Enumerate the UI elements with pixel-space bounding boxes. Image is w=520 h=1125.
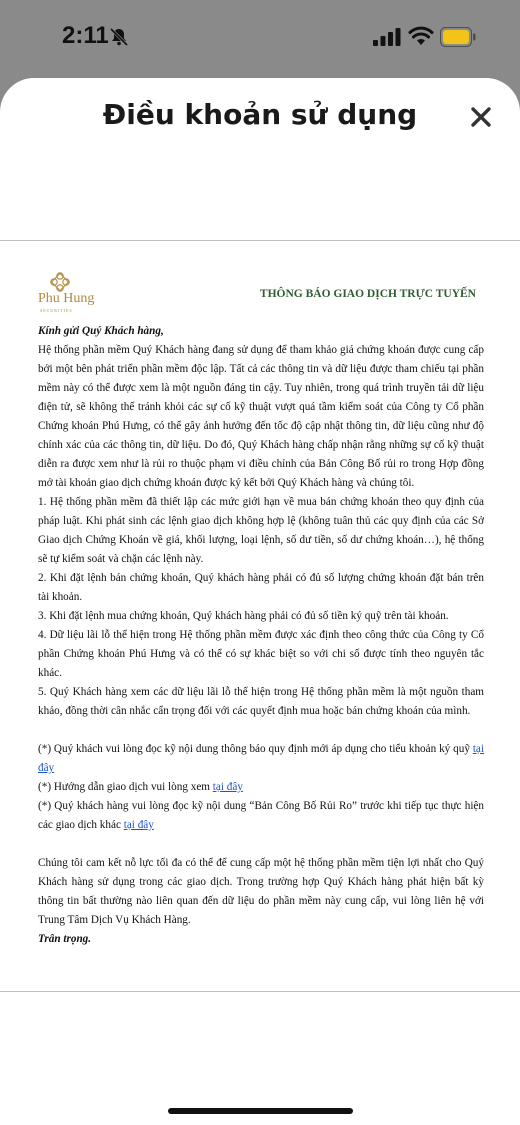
closing: Trân trọng. [38,933,92,945]
note-margin-account [38,740,484,778]
terms-sheet [0,78,520,1125]
document-header [38,264,484,322]
commitment-paragraph: Chúng tôi cam kết nỗ lực tối đa có thể để cung cấp một hệ thống phần mềm tiện lợi nhất cho Quý Khách hàng sử dụng trong các giao dịch. Trong trường hợp Quý Khách hàng phát hiện bất kỳ thông tin bất thường nào liên quan đến dữ liệu do phần mềm này cung cấp, vui lòng liên hệ với Trung Tâm Dịch Vụ Khách Hàng. [38,857,484,926]
document-heading: THÔNG BÁO GIAO DỊCH TRỰC TUYẾN [259,288,476,300]
status-bar [0,0,520,78]
note-3-text: (*) Quý khách hàng vui lòng đọc kỹ nội dung “Bản Công Bố Rủi Ro” trước khi tiếp tục thực hiện các giao dịch khác [38,800,484,831]
margin-notice-link[interactable]: tại đây [38,743,484,774]
close-icon[interactable] [466,102,496,132]
logo-subtitle: SECURITIES [40,308,73,313]
note-risk-disclosure [38,797,484,835]
risk-disclosure-link[interactable]: tại đây [123,819,154,831]
term-item-3: 3. Khi đặt lệnh mua chứng khoán, Quý khách hàng phải có đủ số tiền ký quỹ trên tài khoản. [38,610,449,622]
terms-document [38,264,484,949]
intro-paragraph: Hệ thống phần mềm Quý Khách hàng đang sử dụng để tham khảo giá chứng khoán được cung cấp bởi một bên phát triển phần mềm độc lập. Tất cả các thông tin và dữ liệu được tham chiếu tại phần mềm này có thể được xem là một nguồn đáng tin cậy. Tuy nhiên, trong quá trình truyền tải dữ liệu điện tử, sẽ không thể tránh khỏi các sự cố kỹ thuật vượt quá tầm kiểm soát của Công ty Cổ phần Chứng khoán Phú Hưng, có thể gây ảnh hưởng đến tốc độ cập nhật thông tin, dữ liệu cũng như độ chính xác của các thông tin, dữ liệu. Do đó, Quý Khách hàng chấp nhận rằng những sự cố kỹ thuật diễn ra được xem như là rủi ro thuộc phạm vi điều chỉnh của Bản Công Bố rủi ro trong Hợp đồng mở tài khoản giao dịch chứng khoán được ký kết bởi Quý Khách hàng và chúng tôi. [38,344,484,489]
note-trading-guide [38,778,484,797]
term-item-4: 4. Dữ liệu lãi lỗ thể hiện trong Hệ thống phần mềm được xác định theo công thức của Công ty Cổ phần Chứng khoán Phú Hưng và có thể có sự khác biệt so với chi số được tính theo nguyên tắc khác. [38,629,484,679]
trading-guide-link[interactable]: tại đây [212,781,243,793]
term-item-1: 1. Hệ thống phần mềm đã thiết lập các mức giới hạn về mua bán chứng khoán theo quy định của pháp luật. Khi phát sinh các lệnh giao dịch không hợp lệ (không tuân thủ các quy định của các Sở Giao dịch Chứng Khoán về giá, khối lượng, loại lệnh, số dư tiền, số dư chứng khoán…), hệ thống sẽ tự kiểm soát và chặn các lệnh này. [38,496,484,565]
term-item-5: 5. Quý Khách hàng xem các dữ liệu lãi lỗ thể hiện trong Hệ thống phần mềm là một nguồn tham khảo, đồng thời cân nhắc cẩn trọng đối với các quyết định mua hoặc bán chứng khoán của mình. [38,686,484,717]
status-time: 2:11 [62,22,109,49]
spacer [38,835,484,854]
spacer [38,721,484,740]
document-body [38,322,484,949]
note-2-text: (*) Hướng dẫn giao dịch vui lòng xem [38,781,210,793]
term-item-2: 2. Khi đặt lệnh bán chứng khoán, Quý khách hàng phải có đủ số lượng chứng khoán đặt bán trên tài khoản. [38,572,484,603]
sheet-title: Điều khoản sử dụng [102,98,418,131]
bell-slash-icon [108,26,130,48]
battery-icon [440,27,476,47]
wifi-icon [408,26,434,46]
logo-name: Phu Hung [38,291,95,306]
note-1-text: (*) Quý khách vui lòng đọc kỹ nội dung thông báo quy định mới áp dụng cho tiểu khoản ký quỹ [38,743,470,755]
salutation: Kính gửi Quý Khách hàng, [38,325,164,337]
bottom-divider [0,991,520,992]
top-divider [0,240,520,241]
cellular-signal-icon [373,28,401,46]
home-indicator[interactable] [168,1108,353,1114]
